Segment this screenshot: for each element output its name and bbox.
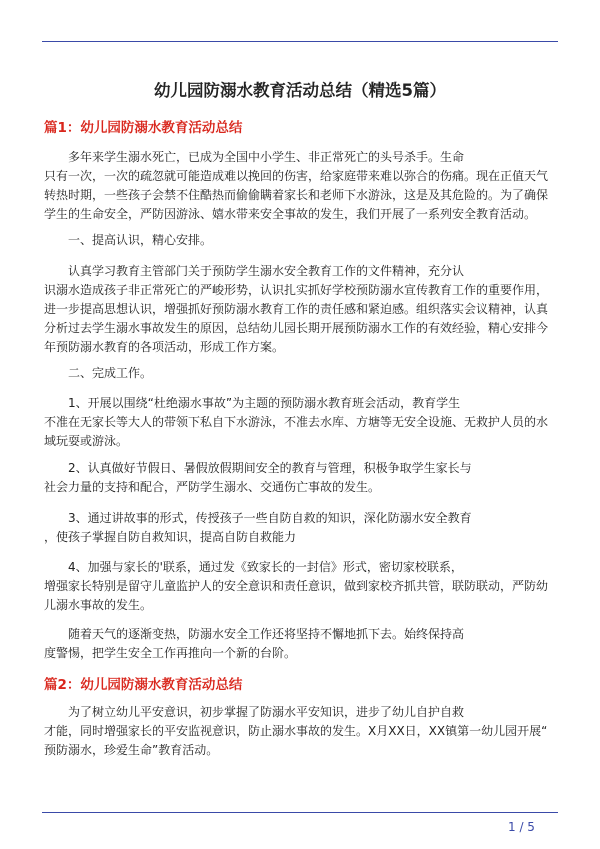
paragraph-1-4: [44, 364, 558, 383]
paragraph-1-7: [44, 509, 558, 547]
paragraph-line: 二、完成工作。: [44, 366, 153, 380]
paragraph-line: 度警惕，把学生安全工作再推向一个新的台阶。: [44, 646, 297, 660]
paragraph-line: 4、加强与家长的'联系，通过发《致家长的一封信》形式，密切家校联系，: [44, 560, 463, 574]
paragraph-line: 2、认真做好节假日、暑假放假期间安全的教育与管理，积极争取学生家长与: [44, 461, 472, 475]
paragraph-line: 3、通过讲故事的形式，传授孩子一些自防自救的知识，深化防溺水安全教育: [44, 511, 472, 525]
paragraph-line: 多年来学生溺水死亡，已成为全国中小学生、非正常死亡的头号杀手。生命: [44, 150, 465, 164]
paragraph-1-3: [44, 262, 558, 357]
paragraph-1-9: [44, 625, 558, 663]
paragraph-line: 域玩耍或游泳。: [44, 434, 129, 448]
section-heading-1: 篇1：幼儿园防溺水教育活动总结: [44, 120, 243, 136]
paragraph-line: 社会力量的支持和配合，严防学生溺水、交通伤亡事故的发生。: [44, 480, 381, 494]
paragraph-line: 分析过去学生溺水事故发生的原因，总结幼儿园长期开展预防溺水工作的有效经验，精心安排今: [44, 321, 549, 335]
paragraph-1-6: [44, 459, 558, 497]
paragraph-1-2: [44, 231, 558, 250]
paragraph-line: 不准在无家长等大人的带领下私自下水游泳，不准去水库、方塘等无安全设施、无救护人员的水: [44, 415, 549, 429]
paragraph-2-1: [44, 703, 558, 760]
paragraph-1-5: [44, 394, 558, 451]
paragraph-line: 一、提高认识，精心安排。: [44, 233, 213, 247]
paragraph-line: ，使孩子掌握自防自救知识，提高自防自救能力: [44, 530, 297, 544]
footer-rule: [42, 812, 558, 813]
paragraph-line: 认真学习教育主管部门关于预防学生溺水安全教育工作的文件精神，充分认: [44, 264, 465, 278]
paragraph-1-8: [44, 558, 558, 615]
paragraph-line: 年预防溺水教育的各项活动，形成工作方案。: [44, 340, 285, 354]
section-heading-2: 篇2：幼儿园防溺水教育活动总结: [44, 677, 243, 693]
document-title: 幼儿园防溺水教育活动总结（精选5篇）: [154, 81, 446, 100]
paragraph-line: 进一步提高思想认识，增强抓好预防溺水教育工作的责任感和紧迫感。组织落实会议精神，认真: [44, 302, 549, 316]
paragraph-line: 转热时期，一些孩子会禁不住酷热而偷偷瞒着家长和老师下水游泳，这是及其危险的。为了确保: [44, 188, 549, 202]
paragraph-line: 为了树立幼儿平安意识，初步掌握了防溺水平安知识，进步了幼儿自护自救: [44, 705, 465, 719]
paragraph-line: 只有一次，一次的疏忽就可能造成难以挽回的伤害，给家庭带来难以弥合的伤痛。现在正值天气: [44, 169, 549, 183]
paragraph-line: 学生的生命安全，严防因游泳、嬉水带来安全事故的发生，我们开展了一系列安全教育活动。: [44, 207, 537, 221]
paragraph-line: 预防溺水，珍爱生命”教育活动。: [44, 743, 219, 757]
paragraph-line: 随着天气的逐渐变热，防溺水安全工作还将坚持不懈地抓下去。始终保持高: [44, 627, 465, 641]
page-number: 1 / 5: [508, 820, 535, 834]
paragraph-line: 1、开展以围绕“杜绝溺水事故”为主题的预防溺水教育班会活动，教育学生: [44, 396, 461, 410]
paragraph-line: 才能，同时增强家长的平安监视意识，防止溺水事故的发生。X月XX日，XX镇第一幼儿园开展“: [44, 724, 548, 738]
paragraph-1-1: [44, 148, 558, 224]
paragraph-line: 儿溺水事故的发生。: [44, 598, 153, 612]
header-rule: [42, 41, 558, 42]
paragraph-line: 增强家长特别是留守儿童监护人的安全意识和责任意识，做到家校齐抓共管，联防联动，严防幼: [44, 579, 549, 593]
paragraph-line: 识溺水造成孩子非正常死亡的严峻形势，认识扎实抓好学校预防溺水宣传教育工作的重要作用，: [44, 283, 549, 297]
